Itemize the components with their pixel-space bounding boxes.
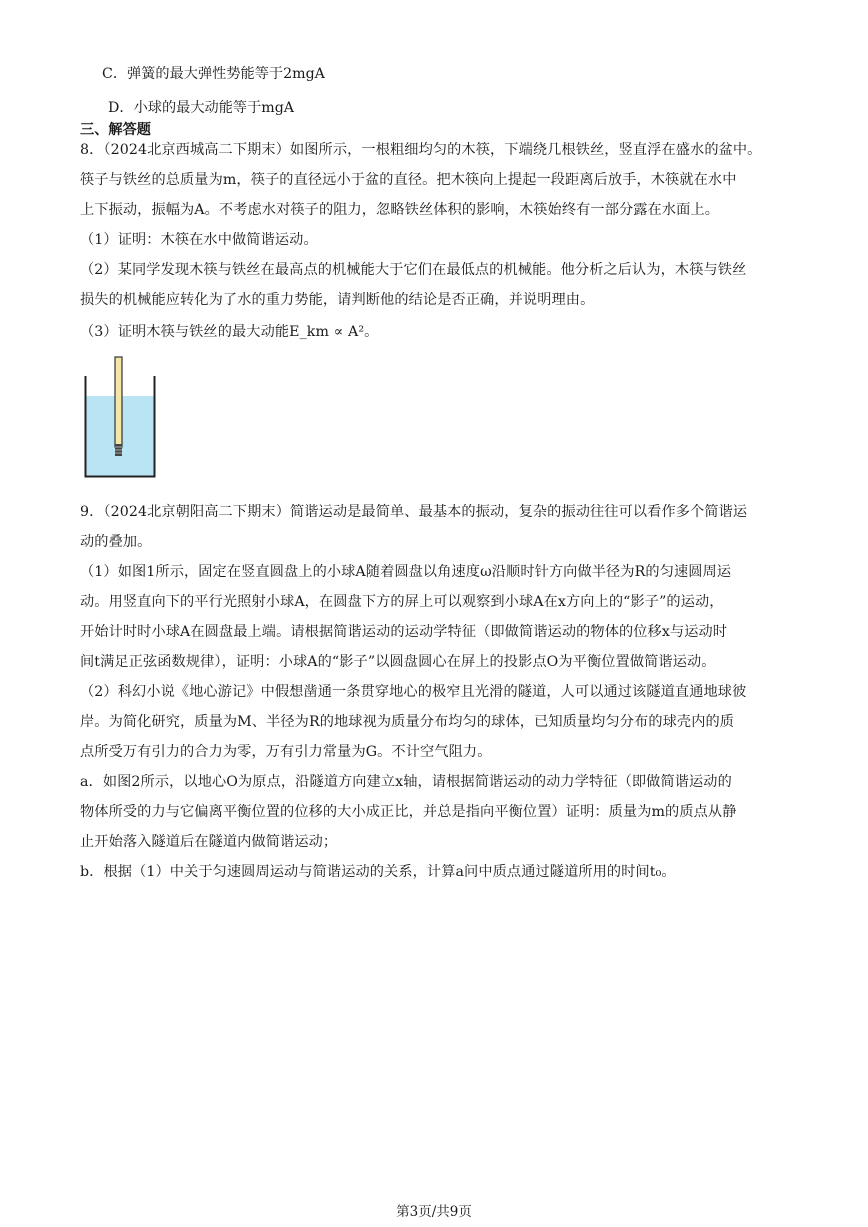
q9-part-1b: 动。用竖直向下的平行光照射小球A，在圆盘下方的屏上可以观察到小球A在x方向上的“影子”的运动， bbox=[80, 594, 724, 610]
q8-figure-basin bbox=[84, 356, 156, 478]
section-title: 三、解答题 bbox=[80, 122, 151, 138]
q9-part-1c: 开始计时时小球A在圆盘最上端。请根据简谐运动的运动学特征（即做简谐运动的物体的位移x与运动时 bbox=[80, 624, 728, 640]
q9-part-1d: 间t满足正弦函数规律），证明：小球A的“影子”以圆盘圆心在屏上的投影点O为平衡位置做简谐运动。 bbox=[80, 654, 716, 670]
q9-line-2: 动的叠加。 bbox=[80, 534, 152, 550]
q8-line-3: 上下振动，振幅为A。不考虑水对筷子的阻力，忽略铁丝体积的影响，木筷始终有一部分露在水面上。 bbox=[80, 202, 719, 218]
q9-line-1: 9．（2024北京朝阳高二下期末）简谐运动是最简单、最基本的振动，复杂的振动往往可以看作多个简谐运 bbox=[80, 504, 748, 520]
q8-part-2a: （2）某同学发现木筷与铁丝在最高点的机械能大于它们在最低点的机械能。他分析之后认为，木筷与铁丝 bbox=[80, 262, 747, 278]
q9-sub-a-3: 止开始落入隧道后在隧道内做简谐运动； bbox=[80, 834, 338, 850]
q9-part-1a: （1）如图1所示，固定在竖直圆盘上的小球A随着圆盘以角速度ω沿顺时针方向做半径为R的匀速圆周运 bbox=[80, 564, 732, 580]
q8-part-1: （1）证明：木筷在水中做简谐运动。 bbox=[80, 232, 318, 248]
q9-part-2c: 点所受万有引力的合力为零，万有引力常量为G。不计空气阻力。 bbox=[80, 744, 492, 760]
q9-sub-b: b．根据（1）中关于匀速圆周运动与简谐运动的关系，计算a问中质点通过隧道所用的时间t₀。 bbox=[80, 864, 676, 880]
option-c: C．弹簧的最大弹性势能等于2mgA bbox=[102, 66, 325, 82]
q8-part-3: （3）证明木筷与铁丝的最大动能E_km ∝ A²。 bbox=[80, 324, 379, 340]
q8-line-2: 筷子与铁丝的总质量为m，筷子的直径远小于盆的直径。把木筷向上提起一段距离后放手，木筷就在水中 bbox=[80, 172, 737, 188]
page-footer: 第3页/共9页 bbox=[396, 1204, 472, 1220]
q8-line-1: 8．（2024北京西城高二下期末）如图所示，一根粗细均匀的木筷，下端绕几根铁丝，竖直浮在盛水的盆中。 bbox=[80, 142, 762, 158]
option-d: D．小球的最大动能等于mgA bbox=[108, 100, 295, 116]
q8-part-2b: 损失的机械能应转化为了水的重力势能，请判断他的结论是否正确，并说明理由。 bbox=[80, 292, 595, 308]
q9-sub-a-2: 物体所受的力与它偏离平衡位置的位移的大小成正比，并总是指向平衡位置）证明：质量为m的质点从静 bbox=[80, 804, 737, 820]
q9-part-2b: 岸。为简化研究，质量为M、半径为R的地球视为质量分布均匀的球体，已知质量均匀分布的球壳内的质 bbox=[80, 714, 735, 730]
q9-part-2a: （2）科幻小说《地心游记》中假想凿通一条贯穿地心的极窄且光滑的隧道，人可以通过该隧道直通地球彼 bbox=[80, 684, 747, 700]
chopstick bbox=[115, 357, 122, 447]
q9-sub-a-1: a．如图2所示，以地心O为原点，沿隧道方向建立x轴，请根据简谐运动的动力学特征（即做简谐运动的 bbox=[80, 774, 732, 790]
